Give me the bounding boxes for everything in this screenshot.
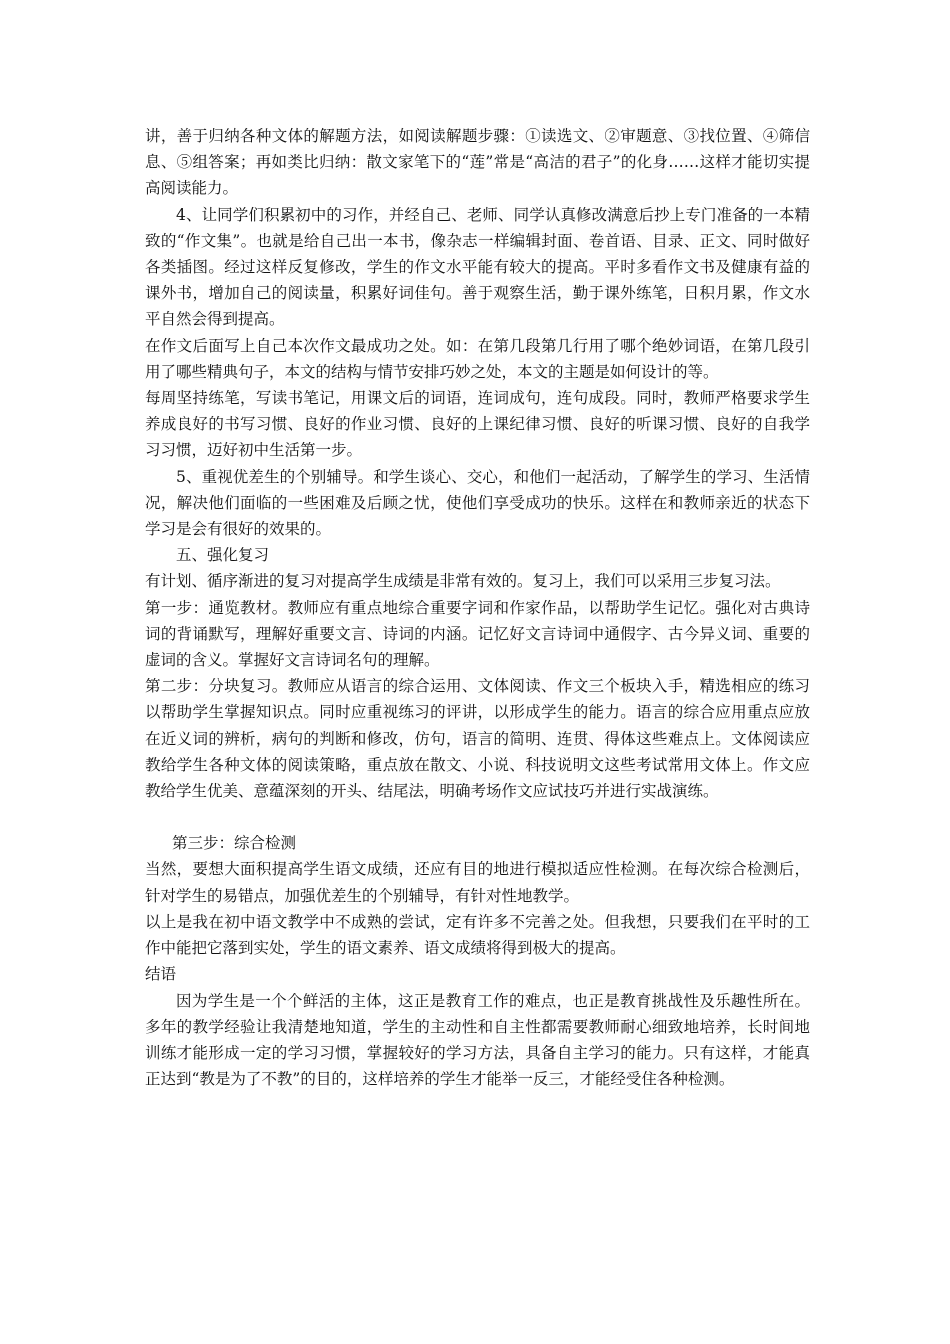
blank-line [145,804,810,830]
paragraph-composition-note: 在作文后面写上自己本次作文最成功之处。如：在第几段第几行用了哪个绝妙词语，在第几段引用了哪些精典句子，本文的结构与情节安排巧妙之处，本文的主题是如何设计的等。 [145,336,810,381]
paragraph-review-intro: 有计划、循序渐进的复习对提高学生成绩是非常有效的。复习上，我们可以采用三步复习法。 [145,572,781,591]
paragraph-item-4: 4、让同学们积累初中的习作，并经自己、老师、同学认真修改满意后抄上专门准备的一本精致的“作文集”。也就是给自己出一本书，像杂志一样编辑封面、卷首语、目录、正文、同时做好各类插图。经过这样反复修改，学生的作文水平能有较大的提高。平时多看作文书及健康有益的课外书，增加自己的阅读量，积累好词佳句。善于观察生活，勤于课外练笔，日积月累，作文水平自然会得到提高。 [145,205,810,329]
paragraph-summary: 以上是我在初中语文教学中不成熟的尝试，定有许多不完善之处。但我想，只要我们在平时的工作中能把它落到实处，学生的语文素养、语文成绩将得到极大的提高。 [145,912,810,958]
section-heading-conclusion: 结语 [145,965,177,984]
document-body [145,123,810,1092]
paragraph-step-3-heading: 第三步：综合检测 [172,834,297,853]
paragraph-weekly-practice: 每周坚持练笔，写读书笔记，用课文后的词语，连词成句，连句成段。同时，教师严格要求学生养成良好的书写习惯、良好的作业习惯、良好的上课纪律习惯、良好的听课习惯、良好的自我学习习惯，迈好初中生活第一步。 [145,389,810,460]
paragraph-reading-method: 讲，善于归纳各种文体的解题方法，如阅读解题步骤：①读选文、②审题意、③找位置、④筛信息、⑤组答案；再如类比归纳：散文家笔下的“莲”常是“高洁的君子”的化身……这样才能切实提高阅读能力。 [145,127,810,198]
paragraph-step-3: 当然，要想大面积提高学生语文成绩，还应有目的地进行模拟适应性检测。在每次综合检测后，针对学生的易错点，加强优差生的个别辅导，有针对性地教学。 [145,860,810,905]
section-heading-review: 五、强化复习 [176,546,270,565]
paragraph-step-2: 第二步：分块复习。教师应从语言的综合运用、文体阅读、作文三个板块入手，精选相应的练习以帮助学生掌握知识点。同时应重视练习的评讲，以形成学生的能力。语言的综合应用重点应放在近义词的辨析，病句的判断和修改，仿句，语言的简明、连贯、得体这些难点上。文体阅读应教给学生各种文体的阅读策略，重点放在散文、小说、科技说明文这些考试常用文体上。作文应教给学生优美、意蕴深刻的开头、结尾法，明确考场作文应试技巧并进行实战演练。 [145,677,810,801]
paragraph-item-5: 5、重视优差生的个别辅导。和学生谈心、交心，和他们一起活动，了解学生的学习、生活情况，解决他们面临的一些困难及后顾之忧，使他们享受成功的快乐。这样在和教师亲近的状态下学习是会有很好的效果的。 [145,467,810,539]
paragraph-step-1: 第一步：通览教材。教师应有重点地综合重要字词和作家作品，以帮助学生记忆。强化对古典诗词的背诵默写，理解好重要文言、诗词的内涵。记忆好文言诗词中通假字、古今异义词、重要的虚词的含义。掌握好文言诗词名句的理解。 [145,598,810,670]
paragraph-conclusion: 因为学生是一个个鲜活的主体，这正是教育工作的难点，也正是教育挑战性及乐趣性所在。多年的教学经验让我清楚地知道，学生的主动性和自主性都需要教师耐心细致地培养，长时间地训练才能形成一定的学习习惯，掌握较好的学习方法，具备自主学习的能力。只有这样，才能真正达到“教是为了不教”的目的，这样培养的学生才能举一反三，才能经受住各种检测。 [145,991,810,1089]
